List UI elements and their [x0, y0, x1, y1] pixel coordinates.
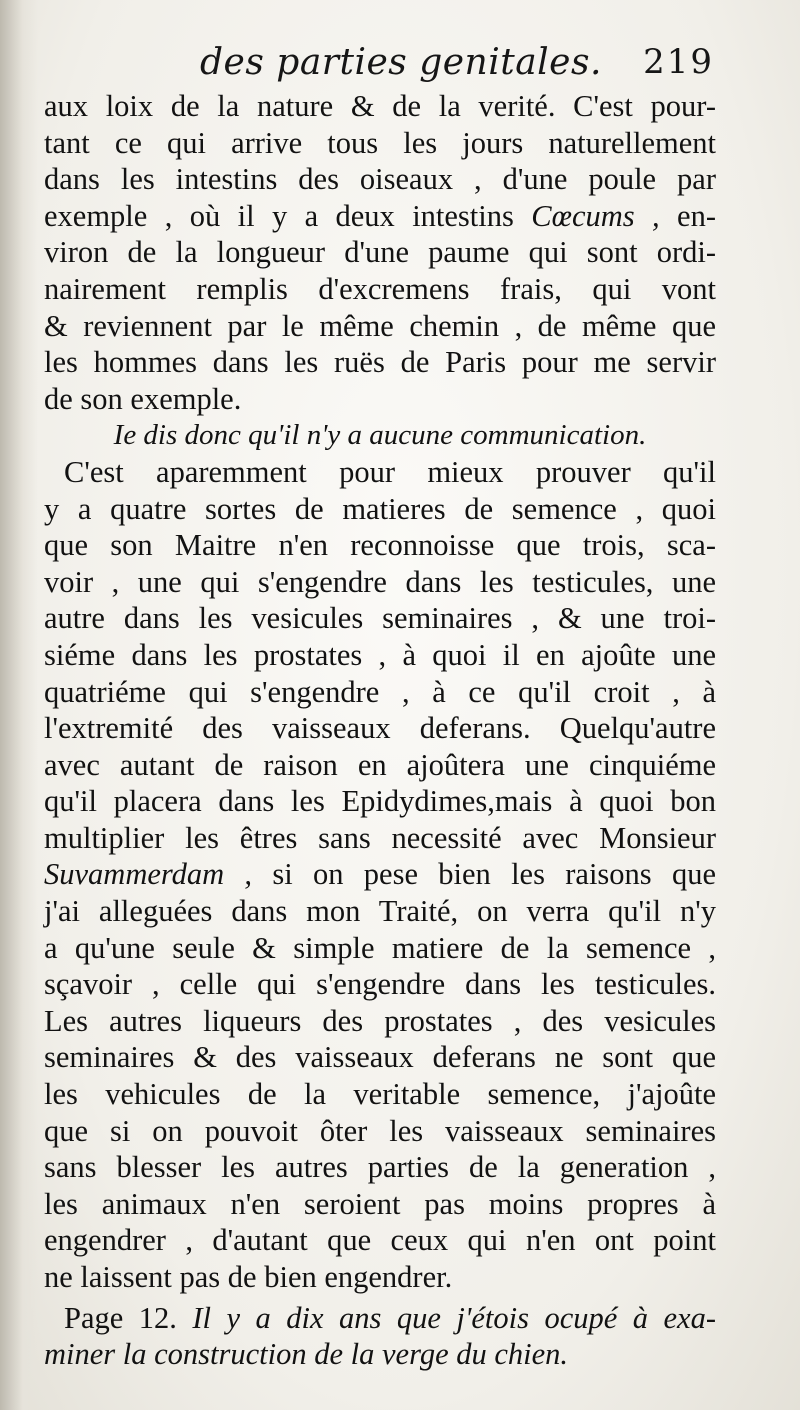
text-line: Les autres liqueurs des prostates , des vesicules [44, 1003, 716, 1038]
text-line: C'est aparemment pour mieux prouver qu'il [64, 454, 716, 489]
text-line: tant ce qui arrive tous les jours naturellement [44, 125, 716, 160]
page-header [40, 42, 714, 92]
text-line: y a quatre sortes de matieres de semence , quoi [44, 491, 716, 526]
italic-quote-continued: miner la construction de la verge du chien. [44, 1337, 569, 1372]
text-fragment: exemple , où il y a deux intestins [44, 198, 514, 233]
text-line: l'extremité des vaisseaux deferans. Quelqu'autre [44, 711, 716, 746]
text-line: aux loix de la nature & de la verité. C'est pour- [44, 89, 716, 123]
page-reference: Page 12. [64, 1300, 177, 1335]
text-line: les vehicules de la veritable semence, j'ajoûte [44, 1077, 716, 1112]
text-line: viron de la longueur d'une paume qui sont ordi- [44, 235, 716, 270]
text-line: dans les intestins des oiseaux , d'une poule par [44, 162, 716, 197]
text-fragment: si on pese bien les raisons que [272, 857, 717, 892]
text-line: quatriéme qui s'engendre , à ce qu'il croit , à [44, 674, 716, 709]
text-line: j'ai alleguées dans mon Traité, on verra qu'il n'y [44, 894, 716, 929]
text-line: ne laissent pas de bien engendrer. [44, 1260, 453, 1294]
text-line: avec autant de raison en ajoûtera une cinquiéme [44, 747, 716, 782]
italic-heading: Ie dis donc qu'il n'y a aucune communication. [113, 419, 647, 452]
body-text [44, 88, 716, 1373]
text-line: que son Maitre n'en reconnoisse que trois, sca- [44, 528, 716, 563]
text-fragment: en- [677, 198, 716, 233]
text-line: engendrer , d'autant que ceux qui n'en ont point [44, 1223, 716, 1258]
text-line: que si on pouvoit ôter les vaisseaux seminaires [44, 1113, 716, 1148]
text-line: sçavoir , celle qui s'engendre dans les testicules. [44, 967, 716, 1002]
gutter-shadow [0, 0, 38, 1410]
emphasis-suvammerdam: Suvammerdam , [44, 857, 253, 892]
emphasis-caecums: Cœcums , [531, 198, 660, 233]
text-line: seminaires & des vaisseaux deferans ne sont que [44, 1040, 716, 1075]
text-line: a qu'une seule & simple matiere de la semence , [44, 930, 716, 965]
text-line [44, 198, 716, 235]
text-line: de son exemple. [44, 381, 242, 416]
page-number: 219 [643, 42, 714, 82]
text-line [44, 856, 716, 893]
text-line: sans blesser les autres parties de la generation , [44, 1150, 716, 1185]
text-line: multiplier les êtres sans necessité avec Monsieur [44, 820, 716, 855]
text-line: voir , une qui s'engendre dans les testicules, une [44, 564, 716, 599]
text-line [44, 1300, 716, 1337]
text-line: autre dans les vesicules seminaires , & une troi- [44, 601, 716, 636]
text-line: les hommes dans les ruës de Paris pour me servir [44, 345, 716, 380]
text-line: les animaux n'en seroient pas moins propres à [44, 1186, 716, 1221]
text-line: qu'il placera dans les Epidydimes,mais à quoi bon [44, 784, 716, 819]
text-line: & reviennent par le même chemin , de même que [44, 308, 716, 343]
text-line: siéme dans les prostates , à quoi il en ajoûte une [44, 637, 716, 672]
running-title: des parties genitales. [200, 42, 602, 83]
text-line: nairement remplis d'excremens frais, qui vont [44, 271, 716, 306]
italic-quote: Il y a dix ans que j'étois ocupé à exa- [192, 1300, 716, 1335]
